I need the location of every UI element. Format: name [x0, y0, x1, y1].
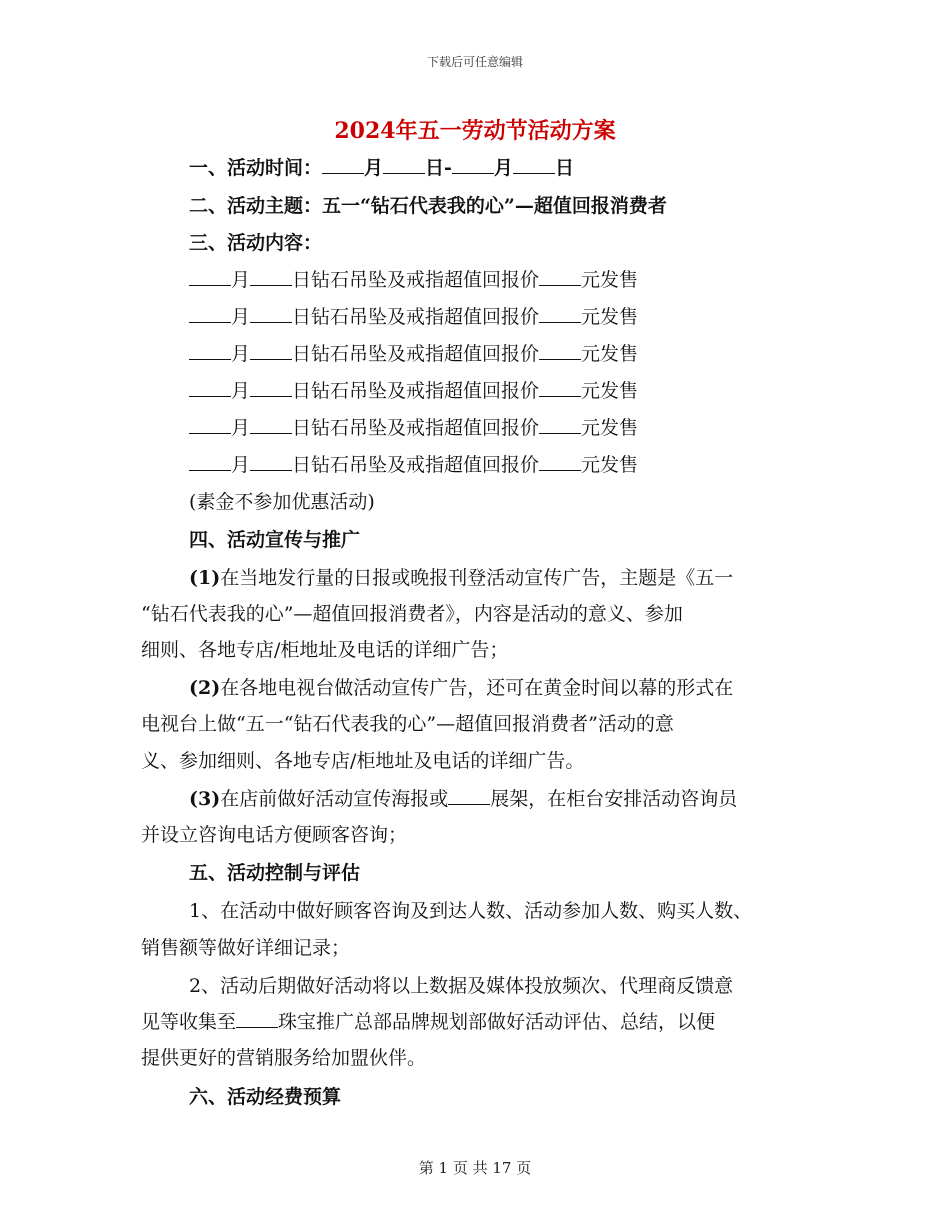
item-text: 日钻石吊坠及戒指超值回报价	[292, 454, 540, 476]
item-suffix: 元发售	[581, 306, 639, 328]
section1-month2: 月	[493, 157, 513, 179]
blank-field	[539, 415, 581, 434]
blank-field	[236, 1009, 278, 1028]
activity-item	[189, 415, 638, 441]
blank-field	[539, 304, 581, 323]
section1-line	[189, 155, 574, 181]
section2-line: 二、活动主题：五一“钻石代表我的心”—超值回报消费者	[189, 195, 667, 217]
item-suffix: 元发售	[581, 380, 639, 402]
section4-p3-line1	[189, 786, 737, 812]
item-month: 月	[231, 343, 251, 365]
item-suffix: 元发售	[581, 269, 639, 291]
item-month: 月	[231, 454, 251, 476]
blank-field	[250, 267, 292, 286]
item-text: 日钻石吊坠及戒指超值回报价	[292, 269, 540, 291]
paragraph-text: 在店前做好活动宣传海报或	[220, 788, 449, 810]
paragraph-number: (3)	[189, 788, 221, 810]
paragraph-number: (2)	[189, 677, 221, 699]
header-note: 下载后可任意编辑	[426, 55, 523, 69]
section4-p1-line1	[189, 565, 733, 591]
section5-heading: 五、活动控制与评估	[189, 862, 361, 884]
item-month: 月	[231, 417, 251, 439]
section5-p2-line3: 提供更好的营销服务给加盟伙伴。	[141, 1047, 427, 1069]
section1-month: 月	[364, 157, 384, 179]
blank-field	[448, 786, 490, 805]
section4-p1-line2: “钻石代表我的心”—超值回报消费者》，内容是活动的意义、参加	[141, 603, 683, 625]
paragraph-text: 展架，在柜台安排活动咨询员	[490, 788, 738, 810]
section5-p1-line1: 1、在活动中做好顾客咨询及到达人数、活动参加人数、购买人数、	[189, 900, 753, 922]
section6-heading: 六、活动经费预算	[189, 1086, 342, 1108]
section4-p2-line1	[189, 675, 733, 701]
blank-field	[539, 341, 581, 360]
item-suffix: 元发售	[581, 454, 639, 476]
section4-p2-line3: 义、参加细则、各地专店/柜地址及电话的详细广告。	[141, 750, 585, 772]
item-text: 日钻石吊坠及戒指超值回报价	[292, 417, 540, 439]
blank-field	[189, 304, 231, 323]
section1-label: 一、活动时间：	[189, 157, 323, 179]
blank-field	[383, 155, 425, 174]
blank-field	[250, 415, 292, 434]
page-number-footer: 第 1 页 共 17 页	[418, 1159, 532, 1177]
item-text: 日钻石吊坠及戒指超值回报价	[292, 380, 540, 402]
section3-note: (素金不参加优惠活动)	[189, 491, 375, 513]
blank-field	[189, 341, 231, 360]
section4-p1-line3: 细则、各地专店/柜地址及电话的详细广告；	[141, 639, 509, 661]
section3-heading: 三、活动内容：	[189, 232, 323, 254]
item-suffix: 元发售	[581, 343, 639, 365]
section1-day-dash: 日-	[425, 157, 452, 179]
blank-field	[189, 378, 231, 397]
section5-p1-line2: 销售额等做好详细记录；	[141, 937, 351, 959]
blank-field	[452, 155, 494, 174]
section4-p3-line2: 并设立咨询电话方便顾客咨询；	[141, 824, 408, 846]
activity-item	[189, 267, 638, 293]
document-title: 2024年五一劳动节活动方案	[334, 118, 616, 144]
blank-field	[189, 267, 231, 286]
paragraph-text: 在当地发行量的日报或晚报刊登活动宣传广告，主题是《五一	[220, 567, 734, 589]
item-text: 日钻石吊坠及戒指超值回报价	[292, 343, 540, 365]
blank-field	[250, 452, 292, 471]
section4-heading: 四、活动宣传与推广	[189, 529, 361, 551]
activity-item	[189, 341, 638, 367]
section1-day2: 日	[554, 157, 574, 179]
paragraph-text: 见等收集至	[141, 1011, 237, 1033]
blank-field	[513, 155, 555, 174]
item-month: 月	[231, 269, 251, 291]
item-month: 月	[231, 306, 251, 328]
blank-field	[250, 304, 292, 323]
item-text: 日钻石吊坠及戒指超值回报价	[292, 306, 540, 328]
blank-field	[322, 155, 364, 174]
activity-item	[189, 378, 638, 404]
section5-p2-line1: 2、活动后期做好活动将以上数据及媒体投放频次、代理商反馈意	[189, 975, 734, 997]
item-month: 月	[231, 380, 251, 402]
paragraph-text: 在各地电视台做活动宣传广告，还可在黄金时间以幕的形式在	[220, 677, 734, 699]
blank-field	[189, 452, 231, 471]
section4-p2-line2: 电视台上做“五一“钻石代表我的心”—超值回报消费者”活动的意	[141, 713, 674, 735]
activity-item	[189, 452, 638, 478]
section5-p2-line2	[141, 1009, 715, 1035]
blank-field	[539, 378, 581, 397]
blank-field	[189, 415, 231, 434]
paragraph-number: (1)	[189, 567, 221, 589]
activity-item	[189, 304, 638, 330]
paragraph-text: 珠宝推广总部品牌规划部做好活动评估、总结，以便	[278, 1011, 716, 1033]
blank-field	[539, 452, 581, 471]
blank-field	[250, 341, 292, 360]
blank-field	[539, 267, 581, 286]
blank-field	[250, 378, 292, 397]
item-suffix: 元发售	[581, 417, 639, 439]
